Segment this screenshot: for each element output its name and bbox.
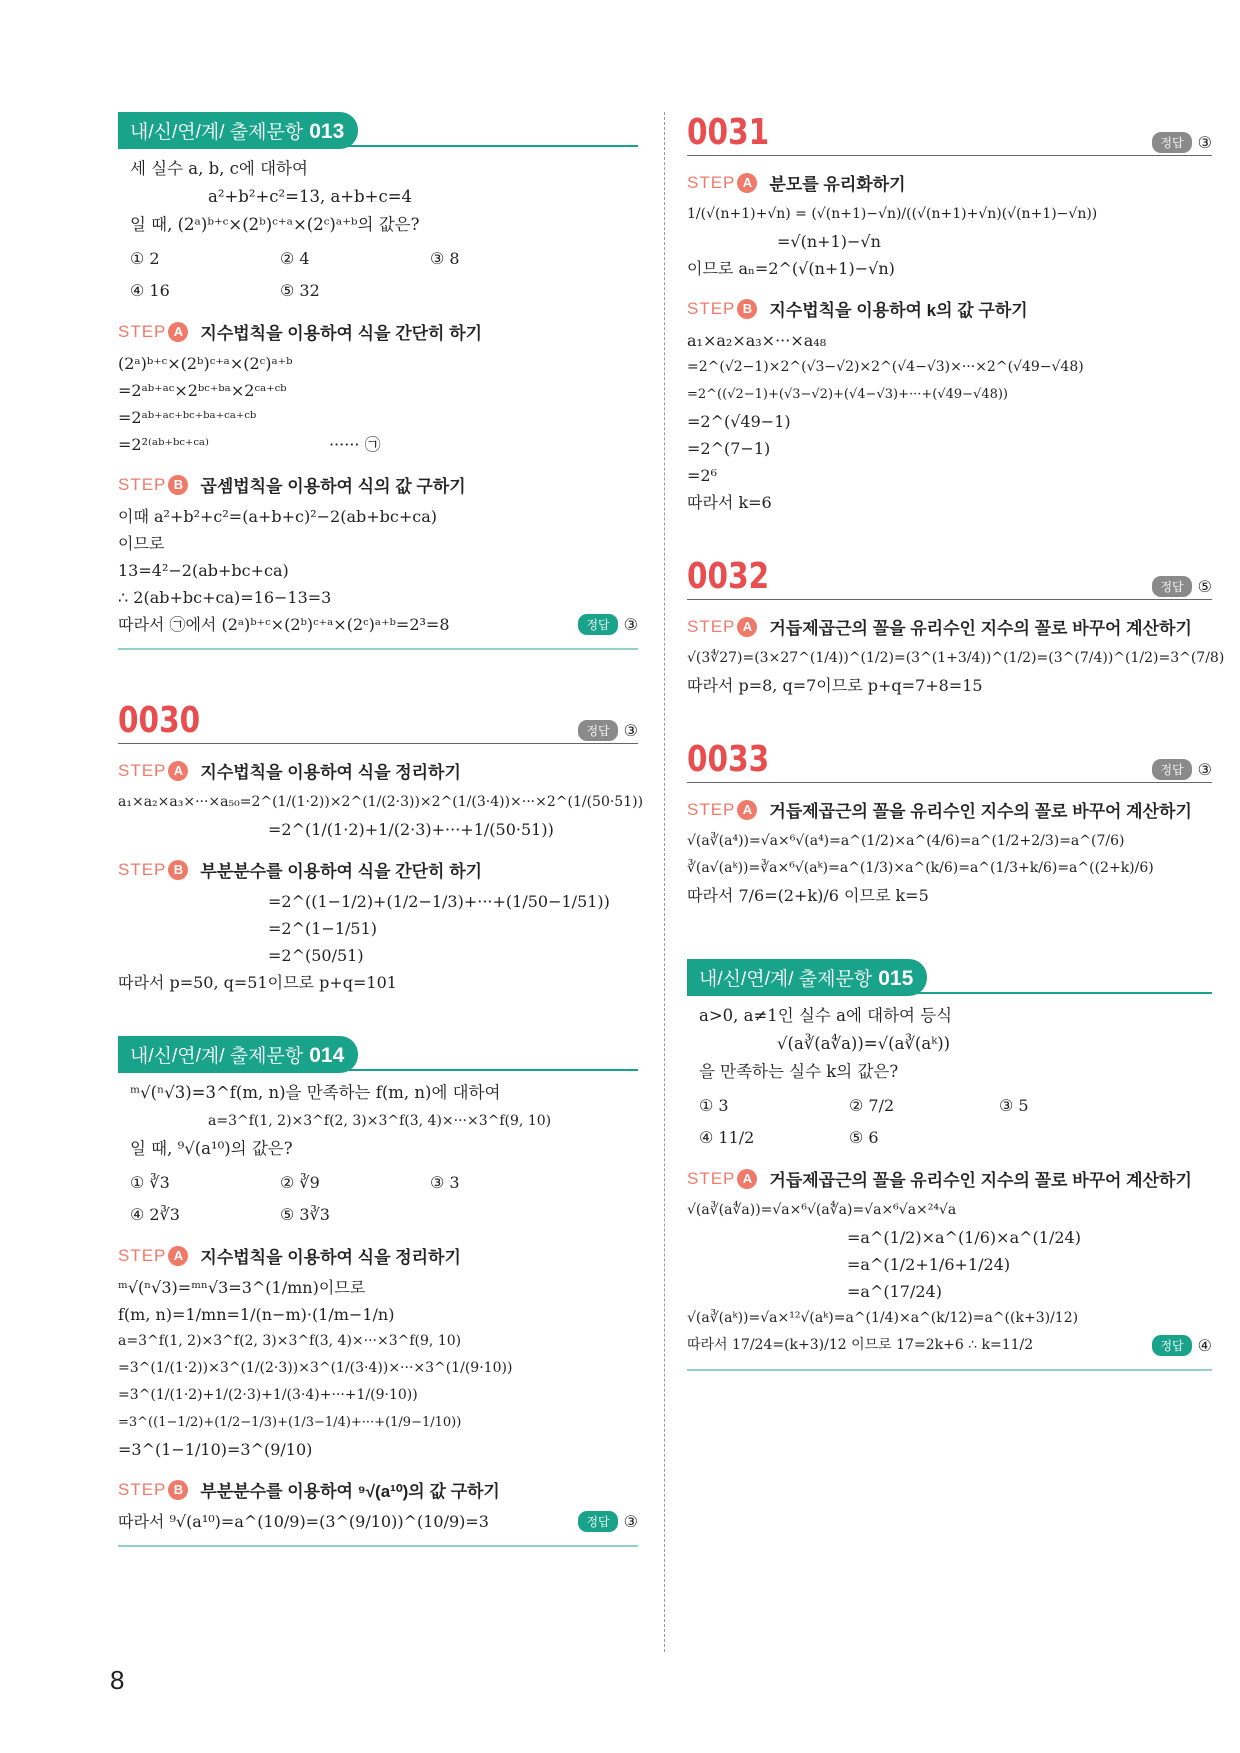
math-line: 이므로 xyxy=(118,534,165,553)
step-a-badge: A xyxy=(168,1246,188,1266)
solution-014 xyxy=(118,1243,638,1547)
step-b-heading xyxy=(118,1477,638,1502)
step-b-badge: B xyxy=(168,475,188,495)
math-line: 따라서 p=50, q=51이므로 p+q=101 xyxy=(118,973,397,992)
choice-list xyxy=(699,1092,1200,1152)
math-line: =2^(50/51) xyxy=(268,946,364,965)
column-divider xyxy=(664,112,665,1652)
answer xyxy=(1152,759,1212,780)
step-word: STEP xyxy=(687,799,736,819)
math-line: a₁×a₂×a₃×···×a₅₀=2^(1/(1·2))×2^(1/(2·3))×2^(1/(3·4))×···×2^(1/(50·51)) xyxy=(118,794,644,810)
exam-tag-label: 내/신/연/계/ 출제문항 xyxy=(130,122,304,143)
step-a-heading xyxy=(687,170,1212,195)
math-line: ᵐ√(ⁿ√3)=ᵐⁿ√3=3^(1/mn)이므로 xyxy=(118,1278,366,1297)
step-b-heading xyxy=(118,472,638,497)
problem-header xyxy=(118,700,638,744)
step-b-heading xyxy=(687,296,1212,321)
answer-badge: 정답 xyxy=(1152,576,1191,597)
problem-number: 0030 xyxy=(118,700,201,741)
answer xyxy=(1152,132,1212,153)
choice-list xyxy=(130,245,626,305)
question-equation: a=3^f(1, 2)×3^f(2, 3)×3^f(3, 4)×···×3^f(9, 10) xyxy=(208,1113,552,1129)
choice-3: ③ 3 xyxy=(430,1173,460,1192)
choice-5: ⑤ 32 xyxy=(280,281,320,300)
math-line: =3^((1−1/2)+(1/2−1/3)+(1/3−1/4)+···+(1/9−1/10)) xyxy=(118,1415,462,1430)
question-line: a>0, a≠1인 실수 a에 대하여 등식 xyxy=(699,1006,953,1025)
answer-value: ③ xyxy=(623,1513,638,1531)
problem-0032 xyxy=(687,556,1225,699)
equation-marker: ······ ㉠ xyxy=(328,435,381,454)
math-line: √(a∛(aᵏ))=√a×¹²√(aᵏ)=a^(1/4)×a^(k/12)=a^((k+3)/12) xyxy=(687,1310,1079,1326)
exam-tag-number: 015 xyxy=(878,967,914,990)
step-word: STEP xyxy=(118,859,167,879)
exam-tag xyxy=(118,112,358,149)
choice-2: ② 4 xyxy=(280,249,310,268)
answer xyxy=(578,614,638,635)
step-b-badge: B xyxy=(737,299,757,319)
math-line: =a^(17/24) xyxy=(847,1282,942,1301)
math-line: =2^((√2−1)+(√3−√2)+(√4−√3)+···+(√49−√48)) xyxy=(687,387,1009,402)
exam-tag xyxy=(687,959,927,996)
step-title: 지수법칙을 이용하여 k의 값 구하기 xyxy=(769,301,1028,320)
step-title: 부분분수를 이용하여 ⁹√(a¹⁰)의 값 구하기 xyxy=(200,1482,500,1501)
answer-value: ③ xyxy=(623,616,638,634)
problem-0030 xyxy=(118,700,644,996)
step-a-heading xyxy=(687,797,1212,822)
page-number: 8 xyxy=(110,1665,125,1695)
choice-4: ④ 11/2 xyxy=(699,1128,755,1147)
step-title: 곱셈법칙을 이용하여 식의 값 구하기 xyxy=(200,477,466,496)
math-line: =3^(1/(1·2))×3^(1/(2·3))×3^(1/(3·4))×···×3^(1/(9·10)) xyxy=(118,1360,513,1376)
math-line: a₁×a₂×a₃×···×a₄₈ xyxy=(687,331,827,350)
math-line: a=3^f(1, 2)×3^f(2, 3)×3^f(3, 4)×···×3^f(9, 10) xyxy=(118,1333,462,1349)
step-title: 지수법칙을 이용하여 식을 정리하기 xyxy=(200,1248,461,1267)
choice-1: ① 3 xyxy=(699,1096,729,1115)
math-line: =2ᵃᵇ⁺ᵃᶜ⁺ᵇᶜ⁺ᵇᵃ⁺ᶜᵃ⁺ᶜᵇ xyxy=(118,408,257,427)
math-line: =2^(7−1) xyxy=(687,439,771,458)
choice-3: ③ 8 xyxy=(430,249,460,268)
choice-2: ② 7/2 xyxy=(849,1096,895,1115)
step-title: 거듭제곱근의 꼴을 유리수인 지수의 꼴로 바꾸어 계산하기 xyxy=(769,802,1192,821)
step-a-badge: A xyxy=(737,173,757,193)
exam-problem-015 xyxy=(687,959,1212,1152)
question-line: 일 때, (2ᵃ)ᵇ⁺ᶜ×(2ᵇ)ᶜ⁺ᵃ×(2ᶜ)ᵃ⁺ᵇ의 값은? xyxy=(130,215,420,234)
math-line: 이때 a²+b²+c²=(a+b+c)²−2(ab+bc+ca) xyxy=(118,507,438,526)
step-word: STEP xyxy=(118,321,167,341)
step-word: STEP xyxy=(118,474,167,494)
section-divider xyxy=(118,648,638,650)
choice-3: ③ 5 xyxy=(999,1096,1029,1115)
step-title: 거듭제곱근의 꼴을 유리수인 지수의 꼴로 바꾸어 계산하기 xyxy=(769,619,1192,638)
step-title: 지수법칙을 이용하여 식을 정리하기 xyxy=(200,763,461,782)
answer-badge: 정답 xyxy=(578,720,617,741)
exam-question xyxy=(687,996,1212,1152)
answer-value: ③ xyxy=(1197,761,1212,779)
choice-4: ④ 2∛3 xyxy=(130,1205,180,1224)
problem-number: 0033 xyxy=(687,739,770,780)
step-title: 지수법칙을 이용하여 식을 간단히 하기 xyxy=(200,324,483,343)
right-column xyxy=(687,112,1225,1371)
problem-0031 xyxy=(687,112,1212,516)
math-line: =2²⁽ᵃᵇ⁺ᵇᶜ⁺ᶜᵃ⁾ xyxy=(118,435,209,454)
problem-number: 0032 xyxy=(687,556,770,597)
math-line: √(3∜27)=(3×27^(1/4))^(1/2)=(3^(1+3/4))^(1/2)=(3^(7/4))^(1/2)=3^(7/8) xyxy=(687,650,1225,666)
math-line: =2^((1−1/2)+(1/2−1/3)+···+(1/50−1/51)) xyxy=(268,892,610,911)
problem-header xyxy=(687,556,1212,600)
answer-badge: 정답 xyxy=(1152,759,1191,780)
answer xyxy=(1152,576,1212,597)
step-a-badge: A xyxy=(737,1169,757,1189)
math-line: 따라서 p=8, q=7이므로 p+q=7+8=15 xyxy=(687,676,983,695)
math-line: =a^(1/2)×a^(1/6)×a^(1/24) xyxy=(847,1228,1081,1247)
problem-header xyxy=(687,739,1212,783)
left-column xyxy=(118,112,644,1547)
question-line: ᵐ√(ⁿ√3)=3^f(m, n)을 만족하는 f(m, n)에 대하여 xyxy=(130,1083,501,1102)
problem-number: 0031 xyxy=(687,112,770,153)
math-line: =2^(√49−1) xyxy=(687,412,791,431)
step-word: STEP xyxy=(687,1168,736,1188)
question-equation: √(a∛(a∜a))=√(a∛(aᵏ)) xyxy=(777,1034,951,1053)
question-line: 일 때, ⁹√(a¹⁰)의 값은? xyxy=(130,1139,293,1158)
math-line: =3^(1−1/10)=3^(9/10) xyxy=(118,1440,313,1459)
step-title: 부분분수를 이용하여 식을 간단히 하기 xyxy=(200,862,483,881)
answer-badge: 정답 xyxy=(578,614,617,635)
step-word: STEP xyxy=(687,616,736,636)
answer-badge: 정답 xyxy=(578,1511,617,1532)
math-line: =3^(1/(1·2)+1/(2·3)+1/(3·4)+···+1/(9·10)) xyxy=(118,1387,418,1403)
math-line: =a^(1/2+1/6+1/24) xyxy=(847,1255,1011,1274)
exam-tag-label: 내/신/연/계/ 출제문항 xyxy=(130,1046,304,1067)
problem-header xyxy=(687,112,1212,156)
step-a-heading xyxy=(687,1166,1212,1191)
math-line: 따라서 7/6=(2+k)/6 이므로 k=5 xyxy=(687,886,929,905)
choice-5: ⑤ 6 xyxy=(849,1128,879,1147)
math-line: =2^(√2−1)×2^(√3−√2)×2^(√4−√3)×···×2^(√49−√48) xyxy=(687,359,1084,375)
step-b-heading xyxy=(118,857,638,882)
choice-5: ⑤ 3∛3 xyxy=(280,1205,330,1224)
question-line: 세 실수 a, b, c에 대하여 xyxy=(130,159,308,178)
step-word: STEP xyxy=(118,1245,167,1265)
exam-problem-014 xyxy=(118,1036,638,1229)
question-equation: a²+b²+c²=13, a+b+c=4 xyxy=(208,187,413,206)
step-word: STEP xyxy=(687,298,736,318)
step-a-badge: A xyxy=(737,800,757,820)
choice-4: ④ 16 xyxy=(130,281,170,300)
step-word: STEP xyxy=(118,1479,167,1499)
exam-tag-number: 013 xyxy=(309,120,345,143)
math-line: =2^(1−1/51) xyxy=(268,919,377,938)
step-title: 분모를 유리화하기 xyxy=(769,175,906,194)
exam-tag xyxy=(118,1036,358,1073)
math-line: ∴ 2(ab+bc+ca)=16−13=3 xyxy=(118,588,332,607)
step-title: 거듭제곱근의 꼴을 유리수인 지수의 꼴로 바꾸어 계산하기 xyxy=(769,1171,1192,1190)
step-word: STEP xyxy=(118,760,167,780)
math-line: =2ᵃᵇ⁺ᵃᶜ×2ᵇᶜ⁺ᵇᵃ×2ᶜᵃ⁺ᶜᵇ xyxy=(118,381,287,400)
math-line: 1/(√(n+1)+√n) = (√(n+1)−√n)/((√(n+1)+√n)(√(n+1)−√n)) xyxy=(687,206,1098,222)
choice-1: ① 2 xyxy=(130,249,160,268)
choice-2: ② ∛9 xyxy=(280,1173,320,1192)
math-line: f(m, n)=1/mn=1/(n−m)·(1/m−1/n) xyxy=(118,1305,395,1324)
exam-tag-label: 내/신/연/계/ 출제문항 xyxy=(699,969,873,990)
step-a-badge: A xyxy=(737,617,757,637)
step-word: STEP xyxy=(687,172,736,192)
math-line: (2ᵃ)ᵇ⁺ᶜ×(2ᵇ)ᶜ⁺ᵃ×(2ᶜ)ᵃ⁺ᵇ xyxy=(118,354,293,373)
choice-list xyxy=(130,1169,626,1229)
math-line: 따라서 17/24=(k+3)/12 이므로 17=2k+6 ∴ k=11/2 xyxy=(687,1337,1034,1353)
step-a-heading xyxy=(118,319,638,344)
section-divider xyxy=(118,1545,638,1547)
exam-question xyxy=(118,1073,638,1229)
solution-013 xyxy=(118,319,638,650)
answer-badge: 정답 xyxy=(1152,132,1191,153)
math-line: √(a∛(a∜a))=√a×⁶√(a∜a)=√a×⁶√a×²⁴√a xyxy=(687,1202,957,1218)
step-b-badge: B xyxy=(168,1480,188,1500)
question-line: 을 만족하는 실수 k의 값은? xyxy=(699,1062,899,1081)
math-line: =2⁶ xyxy=(687,466,717,485)
math-line: 이므로 aₙ=2^(√(n+1)−√n) xyxy=(687,259,895,278)
problem-0033 xyxy=(687,739,1212,909)
solution-015 xyxy=(687,1166,1212,1371)
step-a-badge: A xyxy=(168,322,188,342)
step-a-heading xyxy=(118,1243,638,1268)
answer xyxy=(578,1511,638,1532)
step-b-badge: B xyxy=(168,860,188,880)
answer xyxy=(578,720,638,741)
math-line: =√(n+1)−√n xyxy=(777,232,881,251)
answer-value: ⑤ xyxy=(1197,578,1212,596)
answer-badge: 정답 xyxy=(1152,1335,1191,1356)
answer xyxy=(1152,1335,1212,1356)
answer-value: ③ xyxy=(623,722,638,740)
exam-question xyxy=(118,149,638,305)
answer-value: ④ xyxy=(1197,1337,1212,1355)
math-line: √(a∛(a⁴))=√a×⁶√(a⁴)=a^(1/2)×a^(4/6)=a^(1/2+2/3)=a^(7/6) xyxy=(687,833,1125,849)
section-divider xyxy=(687,1369,1212,1371)
math-line: 따라서 k=6 xyxy=(687,493,772,512)
answer-value: ③ xyxy=(1197,134,1212,152)
math-line: 따라서 ㉠에서 (2ᵃ)ᵇ⁺ᶜ×(2ᵇ)ᶜ⁺ᵃ×(2ᶜ)ᵃ⁺ᵇ=2³=8 xyxy=(118,615,450,634)
math-line: ∛(a√(aᵏ))=∛a×⁶√(aᵏ)=a^(1/3)×a^(k/6)=a^(1/3+k/6)=a^((2+k)/6) xyxy=(687,860,1154,876)
step-a-heading xyxy=(118,758,638,783)
step-a-badge: A xyxy=(168,761,188,781)
math-line: =2^(1/(1·2)+1/(2·3)+···+1/(50·51)) xyxy=(268,820,554,839)
exam-problem-013 xyxy=(118,112,638,305)
choice-1: ① ∛3 xyxy=(130,1173,170,1192)
exam-tag-number: 014 xyxy=(309,1044,345,1067)
math-line: 따라서 ⁹√(a¹⁰)=a^(10/9)=(3^(9/10))^(10/9)=3 xyxy=(118,1512,489,1531)
math-line: 13=4²−2(ab+bc+ca) xyxy=(118,561,289,580)
step-a-heading xyxy=(687,614,1212,639)
